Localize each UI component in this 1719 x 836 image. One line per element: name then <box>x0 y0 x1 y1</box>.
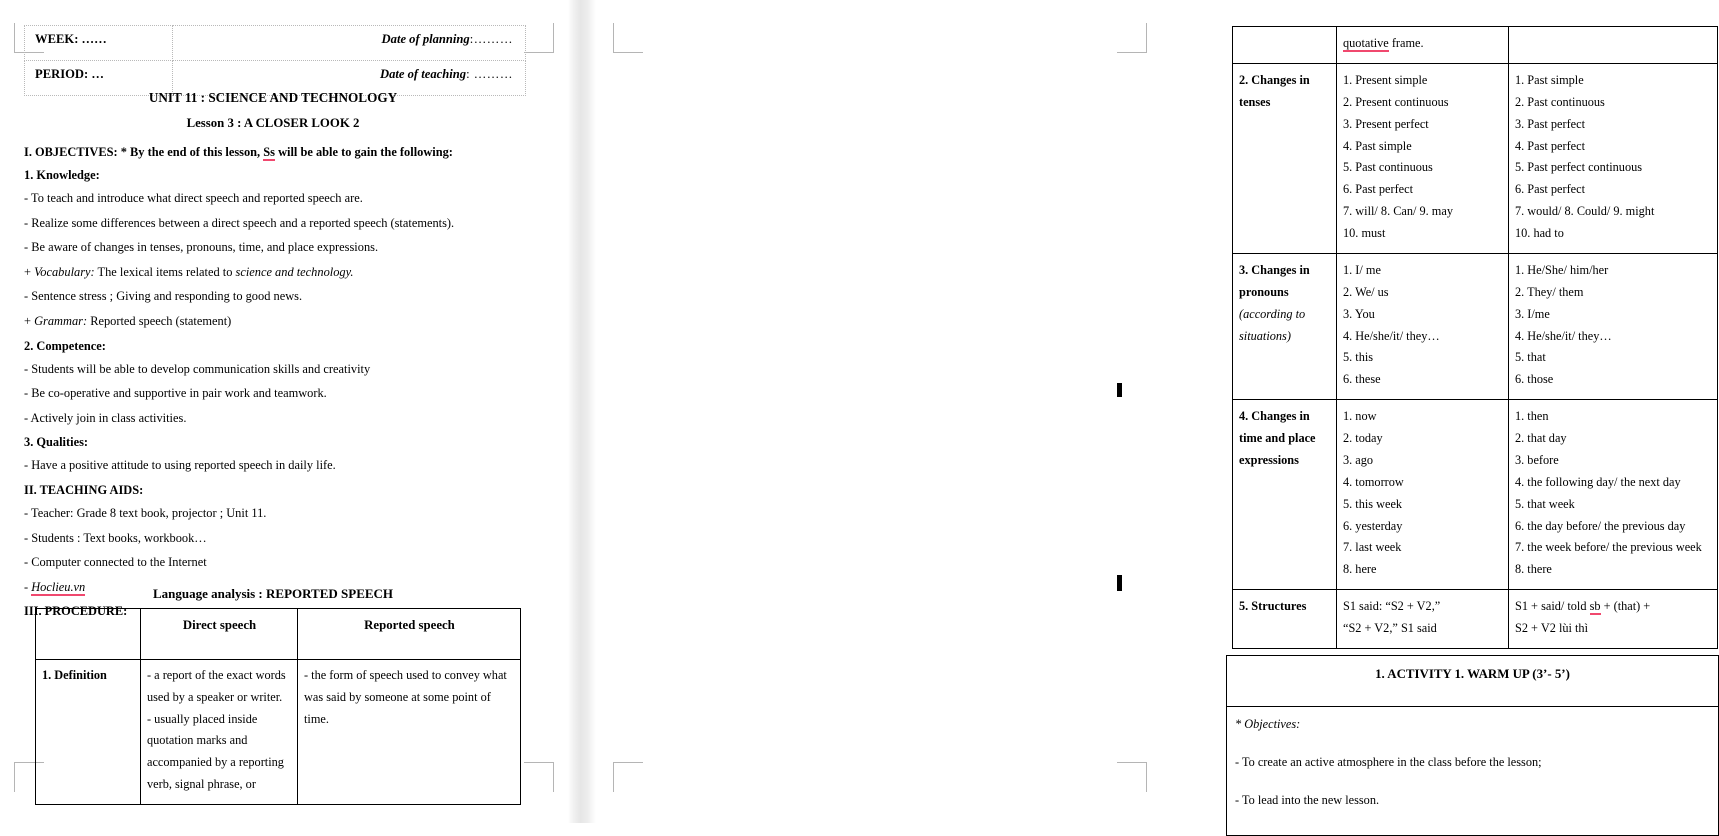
vocabulary-label: Vocabulary: <box>34 264 95 279</box>
rules-row-direct-structures <box>1337 590 1509 649</box>
lesson-title: Lesson 3 : A CLOSER LOOK 2 <box>186 116 360 130</box>
cell-line: 4. He/she/it/ they… <box>1515 328 1612 343</box>
teaching-aids-line-3: - Computer connected to the Internet <box>24 555 207 570</box>
rules-row-label-structures: 5. Structures <box>1233 590 1337 649</box>
def-header-blank <box>36 609 141 660</box>
cell-line: 4. Past perfect <box>1515 138 1585 153</box>
cell-line: 3. Present perfect <box>1343 116 1429 131</box>
cell-line: 6. yesterday <box>1343 518 1403 533</box>
cell-line: - usually placed inside <box>147 711 258 726</box>
cell-line: 2. Past continuous <box>1515 94 1605 109</box>
table-row <box>1233 400 1718 590</box>
objectives-heading <box>24 145 544 160</box>
cell-line: 1. He/She/ him/her <box>1515 262 1609 277</box>
cell-line: 4. the following day/ the next day <box>1515 474 1681 489</box>
table-header-row <box>1227 656 1719 707</box>
objectives-heading-pre: I. OBJECTIVES: * By the end of this lesson, <box>24 145 264 159</box>
cell-line: verb, signal phrase, or <box>147 777 256 792</box>
sentence-stress-line: - Sentence stress ; Giving and responding to good news. <box>24 289 303 304</box>
cell-line: 6. these <box>1343 372 1381 387</box>
language-analysis-title: Language analysis : REPORTED SPEECH <box>152 586 394 601</box>
knowledge-line-3: - Be aware of changes in tenses, pronouns, time, and place expressions. <box>24 240 379 255</box>
knowledge-heading: 1. Knowledge: <box>24 168 100 182</box>
cell-line: 7. would/ 8. Could/ 9. might <box>1515 204 1655 219</box>
quotative-spellword: quotative <box>1343 36 1389 50</box>
lesson-header-table <box>24 25 526 96</box>
cell-line-italic: (according to <box>1239 306 1306 321</box>
rules-cont-reported <box>1509 27 1718 64</box>
cell-line: time and place <box>1239 431 1316 445</box>
cell-line: 1. then <box>1515 409 1549 424</box>
cell-line: pronouns <box>1239 284 1289 299</box>
cell-line: 10. had to <box>1515 226 1564 240</box>
def-row-direct <box>141 659 298 804</box>
cell-line: 7. will/ 8. Can/ 9. may <box>1343 204 1453 219</box>
date-of-planning-cell <box>173 26 526 61</box>
quotative-tail: frame. <box>1388 36 1424 50</box>
qualities-heading: 3. Qualities: <box>24 435 89 450</box>
rules-row-reported-tenses <box>1509 63 1718 253</box>
period-cell: PERIOD: … <box>25 61 173 96</box>
rules-row-reported-pronouns <box>1509 253 1718 399</box>
table-row <box>1233 590 1718 649</box>
source-link[interactable]: Hoclieu.vn <box>31 579 86 594</box>
rules-cont-label <box>1233 27 1337 64</box>
cell-line <box>1515 596 1712 618</box>
cell-line: 6. Past perfect <box>1343 182 1413 197</box>
date-of-planning-dots: :……… <box>469 32 513 46</box>
activity-objectives-label: * Objectives: <box>1235 716 1301 731</box>
objectives-heading-post: will be able to gain the following: <box>274 145 453 159</box>
competence-line-2: - Be co-operative and supportive in pair work and teamwork. <box>24 386 327 401</box>
cell-line: 2. We/ us <box>1343 284 1389 299</box>
competence-line-3: - Actively join in class activities. <box>24 410 187 425</box>
grammar-prefix: + <box>24 313 35 328</box>
knowledge-line-2: - Realize some differences between a direct speech and a reported speech (statements). <box>24 215 455 230</box>
cell-line: - a report of the exact words <box>147 667 286 682</box>
cell-line: 3. Past perfect <box>1515 116 1585 131</box>
table-row <box>1233 63 1718 253</box>
cell-line: S1 said: “S2 + V2,” <box>1343 599 1441 614</box>
procedure-heading: III. PROCEDURE: <box>24 604 128 619</box>
cell-line: 2. Present continuous <box>1343 94 1449 109</box>
edge-artifact-bottom <box>1117 575 1122 591</box>
activity-line-1: - To create an active atmosphere in the class before the lesson; <box>1235 754 1542 769</box>
vocabulary-topic: science and technology. <box>235 264 354 279</box>
cell-line: 5. this week <box>1343 496 1403 511</box>
rules-row-reported-time-place <box>1509 400 1718 590</box>
sb-spellword: sb <box>1589 599 1601 614</box>
page-gutter <box>568 0 596 823</box>
cell-line: 1. I/ me <box>1343 262 1381 277</box>
structure-pre: S1 + said/ told <box>1515 599 1590 614</box>
objectives-heading-spellword: Ss <box>263 145 275 159</box>
cell-line: 6. those <box>1515 372 1554 387</box>
cell-line: 5. that week <box>1515 496 1575 511</box>
cell-line: time. <box>304 711 329 726</box>
cell-line: 3. I/me <box>1515 306 1550 321</box>
rules-row-direct-time-place <box>1337 400 1509 590</box>
table-row <box>25 26 526 61</box>
def-header-reported: Reported speech <box>298 609 521 660</box>
vocabulary-line <box>24 265 544 280</box>
table-row <box>1233 253 1718 399</box>
cell-line: 1. Past simple <box>1515 72 1584 87</box>
table-row-continued <box>1233 27 1718 64</box>
cell-line: 7. the week before/ the previous week <box>1515 540 1702 555</box>
edge-artifact-top <box>1117 383 1122 397</box>
rules-row-label-pronouns <box>1233 253 1337 399</box>
activity-title: 1. ACTIVITY 1. WARM UP (3’- 5’) <box>1227 656 1719 707</box>
cell-line: 2. today <box>1343 431 1383 445</box>
vocabulary-prefix: + <box>24 264 35 279</box>
rules-row-direct-pronouns <box>1337 253 1509 399</box>
cell-line: “S2 + V2,” S1 said <box>1343 621 1437 635</box>
cell-line: 8. here <box>1343 562 1377 577</box>
cell-line: 6. Past perfect <box>1515 182 1585 197</box>
cell-line: - the form of speech used to convey what <box>304 667 507 682</box>
table-row <box>36 659 521 804</box>
cell-line: 4. tomorrow <box>1343 474 1404 489</box>
cell-line: quotation marks and <box>147 733 248 748</box>
rules-row-label-time-place <box>1233 400 1337 590</box>
document-page-left <box>0 0 568 823</box>
cell-line: 10. must <box>1343 226 1386 240</box>
cell-line: 5. Past continuous <box>1343 160 1433 175</box>
definition-table <box>35 608 521 805</box>
rules-cont-direct <box>1337 27 1509 64</box>
week-cell: WEEK: …… <box>25 26 173 61</box>
cell-line: 5. this <box>1343 350 1374 365</box>
def-header-direct: Direct speech <box>141 609 298 660</box>
competence-line-1: - Students will be able to develop communication skills and creativity <box>24 361 371 376</box>
cell-line: 2. Changes in <box>1239 72 1310 87</box>
date-of-teaching-label: Date of teaching <box>380 67 467 81</box>
source-prefix: - <box>24 579 32 594</box>
cell-line: used by a speaker or writer. <box>147 689 283 704</box>
cell-line: 3. ago <box>1343 452 1374 467</box>
lesson-plan-body <box>24 145 544 627</box>
table-header-row <box>36 609 521 660</box>
cell-line: S2 + V2 lùi thì <box>1515 621 1588 635</box>
grammar-tail: Reported speech (statement) <box>87 313 232 328</box>
cell-line: 2. They/ them <box>1515 284 1584 299</box>
reported-speech-rules-table <box>1232 26 1718 649</box>
cell-line: 2. that day <box>1515 431 1567 445</box>
date-of-teaching-dots: : ……… <box>466 67 513 81</box>
def-row-label: 1. Definition <box>36 659 141 804</box>
grammar-line <box>24 314 544 329</box>
date-of-planning-label: Date of planning <box>381 32 470 46</box>
cell-line: 1. now <box>1343 409 1377 424</box>
cell-line: 3. before <box>1515 452 1559 467</box>
cell-line: 4. He/she/it/ they… <box>1343 328 1440 343</box>
teaching-aids-line-2: - Students : Text books, workbook… <box>24 530 207 545</box>
activity-warmup-table <box>1226 655 1719 836</box>
vocabulary-mid: The lexical items related to <box>94 264 236 279</box>
cell-line: 5. Past perfect continuous <box>1515 160 1643 175</box>
cell-line: 3. You <box>1343 306 1375 321</box>
knowledge-line-1: - To teach and introduce what direct speech and reported speech are. <box>24 191 363 205</box>
cell-line: 6. the day before/ the previous day <box>1515 518 1686 533</box>
cell-line: 4. Changes in <box>1239 409 1310 424</box>
cell-line: expressions <box>1239 452 1299 467</box>
cell-line: accompanied by a reporting <box>147 755 284 770</box>
rules-row-direct-tenses <box>1337 63 1509 253</box>
cell-line: 7. last week <box>1343 540 1402 555</box>
competence-heading: 2. Competence: <box>24 338 106 353</box>
grammar-label: Grammar: <box>34 313 88 328</box>
cell-line-italic: situations) <box>1239 328 1291 343</box>
cell-line: 1. Present simple <box>1343 72 1428 87</box>
cell-line: was said by someone at some point of <box>304 689 491 704</box>
rules-row-label-tenses <box>1233 63 1337 253</box>
teaching-aids-heading: II. TEACHING AIDS: <box>24 482 144 497</box>
activity-body <box>1227 706 1719 835</box>
document-page-right <box>596 0 1702 823</box>
cell-line: 3. Changes in <box>1239 262 1310 277</box>
activity-line-2: - To lead into the new lesson. <box>1235 792 1380 807</box>
cell-line: 4. Past simple <box>1343 138 1412 153</box>
teaching-aids-line-1: - Teacher: Grade 8 text book, projector ; Unit 11. <box>24 505 267 520</box>
table-row <box>1227 706 1719 835</box>
cell-line: 5. that <box>1515 350 1546 365</box>
cell-line: tenses <box>1239 94 1271 109</box>
unit-title: UNIT 11 : SCIENCE AND TECHNOLOGY <box>148 90 398 105</box>
qualities-line-1: - Have a positive attitude to using reported speech in daily life. <box>24 458 336 473</box>
rules-row-reported-structures <box>1509 590 1718 649</box>
cell-line: 8. there <box>1515 562 1552 577</box>
def-row-reported <box>298 659 521 804</box>
structure-post: + (that) + <box>1600 599 1651 614</box>
